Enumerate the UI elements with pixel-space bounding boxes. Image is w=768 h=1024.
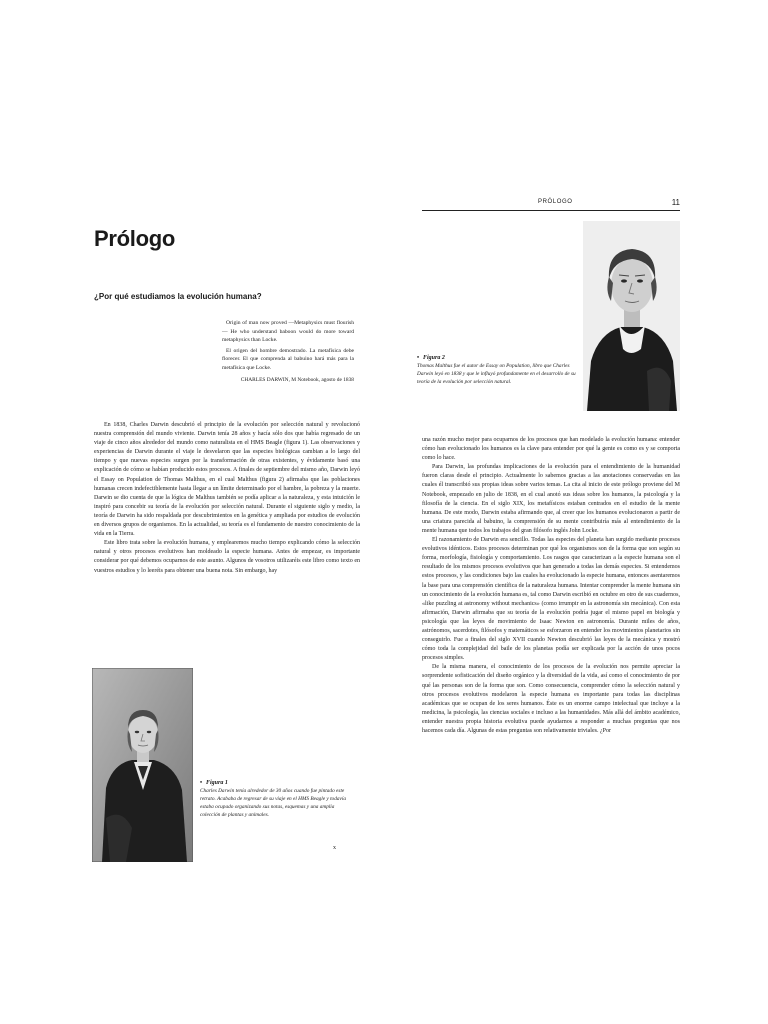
paragraph: El razonamiento de Darwin era sencillo. Todas las especies del planeta han surgido mediante procesos evolutivos idénticos. Estos procesos determinan por qué los organismos son de la forma que son según su forma, morfología, fisiología y comportamiento. Los rasgos que caracterizan a la especie humana son el resultado de los mismos procesos evolutivos que han generado a todas las demás especies. Si entendemos estos procesos, y las condiciones bajo las cuales ha evolucionado la especie humana, entonces asentaremos la base para una comprensión científica de la naturaleza humana. Intentar comprender la mente humana sin un conocimiento de la evolución humana es, tal como Darwin escribió en octubre en otro de sus cuadernos, «like puzzling at astronomy without mechanics» (como irrumpir en la astronomía sin mecánica). Con esta afirmación, Darwin afirmaba que su teoría de la evolución podría jugar el mismo papel en biología y psicología que las leyes de movimiento de Isaac Newton en astronomía. Durante miles de años, astrónomos, sacerdotes, filósofos y matemáticos se esforzaron en entender los movimientos planetarios sin conseguirlo. Fue a finales del siglo XVII cuando Newton descubrió las leyes de la mecánica y mostró cómo toda la complejidad del baile de los planetas podía ser explicada por la acción de unos pocos procesos simples. (422, 537, 680, 662)
page-title: Prólogo (94, 226, 176, 251)
left-body-text (94, 421, 360, 576)
bullet-icon: • (200, 780, 203, 786)
epigraph-english: Origin of man now proved —Metaphysics must flourish— He who understand baboon would do more toward metaphysics than Locke. (222, 320, 354, 344)
page-mark: x (333, 845, 336, 851)
figure-1-caption (200, 779, 350, 819)
figure-2-caption-text: Thomas Malthus fue el autor de Essay on Population, libro que Charles Darwin leyó en 1838 y que le influyó profundamente en el desarrollo de su teoría de la evolución por selección natural. (417, 363, 576, 385)
right-body-text (422, 436, 680, 736)
section-subtitle: ¿Por qué estudiamos la evolución humana? (94, 292, 262, 301)
paragraph: Para Darwin, las profundas implicaciones de la evolución para el entendimiento de la humanidad fueron claras desde el principio. Actualmente lo sabemos gracias a las anotaciones conservadas en las cuales él transcribió sus propias ideas sobre varios temas. La cita al inicio de este prólogo proviene del M Notebook, empezado en julio de 1838, en el cual anotó sus ideas sobre los humanos, la psicología y la filosofía de la ciencia. En el siglo XIX, los metafísicos estaban centrados en el estudio de la mente humana. De este modo, Darwin estaba afirmando que, al creer que los humanos evolucionaron a partir de una criatura parecida al babuino, la comprensión de su mente contribuiría más al entendimiento de la mente humana que todos los trabajos del gran filósofo inglés John Locke. (422, 464, 680, 534)
malthus-portrait-drawing (583, 221, 680, 411)
running-header (422, 198, 680, 211)
epigraph (222, 319, 354, 384)
figure-1-caption-text: Charles Darwin tenía alrededor de 30 años cuando fue pintado este retrato. Acababa de regresar de su viaje en el HMS Beagle y todavía estaba ocupado organizando sus notas, esquemas y una amplia colección de plantas y animales. (200, 788, 346, 818)
figure-2-caption (417, 354, 579, 386)
darwin-portrait (92, 668, 193, 862)
paragraph: una razón mucho mejor para ocuparnos de los procesos que han modelado la evolución humana: entender cómo han evolucionado los humanos es la clave para entender por qué la gente es como es y se comporta como lo hace. (422, 437, 680, 462)
figure-1-label: Figura 1 (206, 780, 228, 786)
epigraph-spanish: El origen del hombre demostrado. La metafísica debe florecer. El que comprenda al babuino hará más para la metafísica que Locke. (222, 347, 354, 371)
bullet-icon: • (417, 355, 420, 361)
darwin-portrait-drawing (92, 668, 193, 862)
figure-2-label: Figura 2 (423, 355, 445, 361)
epigraph-source: CHARLES DARWIN, M Notebook, agosto de 1838 (240, 376, 354, 383)
running-title: PRÓLOGO (538, 199, 573, 205)
paragraph: En 1838, Charles Darwin descubrió el principio de la evolución por selección natural y revolucionó nuestra comprensión del mundo viviente. Darwin tenía 28 años y hacía sólo dos que había regresado de un viaje de cinco años alrededor del mundo como naturalista en el HMS Beagle (figura 1). Las observaciones y experiencias de Darwin durante el viaje le desvelaron que las especies biológicas cambian a lo largo del tiempo y que nuevas especies surgen por la transformación de otras existentes, y évidamente basó una explicación de cómo se habían producido estos procesos. A finales de septiembre del mismo año, Darwin leyó el Essay on Population de Thomas Malthus, en el cual Malthus (figura 2) afirmaba que las poblaciones humanas crecen indefectiblemente hasta llegar a un límite determinado por el hambre, la pobreza y la muerte. Darwin se dio cuenta de que la lógica de Malthus también se podía aplicar a la naturaleza, y esta intuición le inspiró para concebir su teoría de la evolución por selección natural. Durante el siguiente siglo y medio, la teoría de Darwin ha sido respaldada por descubrimientos en la genética y ampliada por estudios de evolución en diversos grupos de organismos. En la actualidad, su teoría es el fundamento de nuestro conocimiento de la vida en la Tierra. (94, 422, 360, 538)
page-number: 11 (671, 198, 680, 207)
paragraph: Este libro trata sobre la evolución humana, y emplearemos mucho tiempo explicando cómo la selección natural y otros procesos evolutivos han moldeado la especie humana. Antes de empezar, es importante considerar por qué debemos ocuparnos de este asunto. Algunos de vosotros utilizaréis este libro como texto en vuestros estudios y lo leeréis para obtener una buena nota. Sin embargo, hay (94, 540, 360, 574)
paragraph: De la misma manera, el conocimiento de los procesos de la evolución nos permite apreciar la sorprendente sofisticación del diseño orgánico y la diversidad de la vida, así como el conocimiento de por qué las personas son de la forma que son. Como consecuencia, comprender cómo la selección natural y otros procesos evolutivos modelaron la especie humana es importante para todas las disciplinas académicas que se ocupan de los seres humanos. Éste es un enorme campo intelectual que incluye a la medicina, la psicología, las ciencias sociales e incluso a las humanidades. Más allá del ámbito académico, entender nuestra propia historia evolutiva puede ayudarnos a responder a muchas preguntas que nos hacemos cada día. Algunas de estas preguntas son relativamente triviales. ¿Por (422, 664, 680, 734)
malthus-portrait (583, 221, 680, 411)
